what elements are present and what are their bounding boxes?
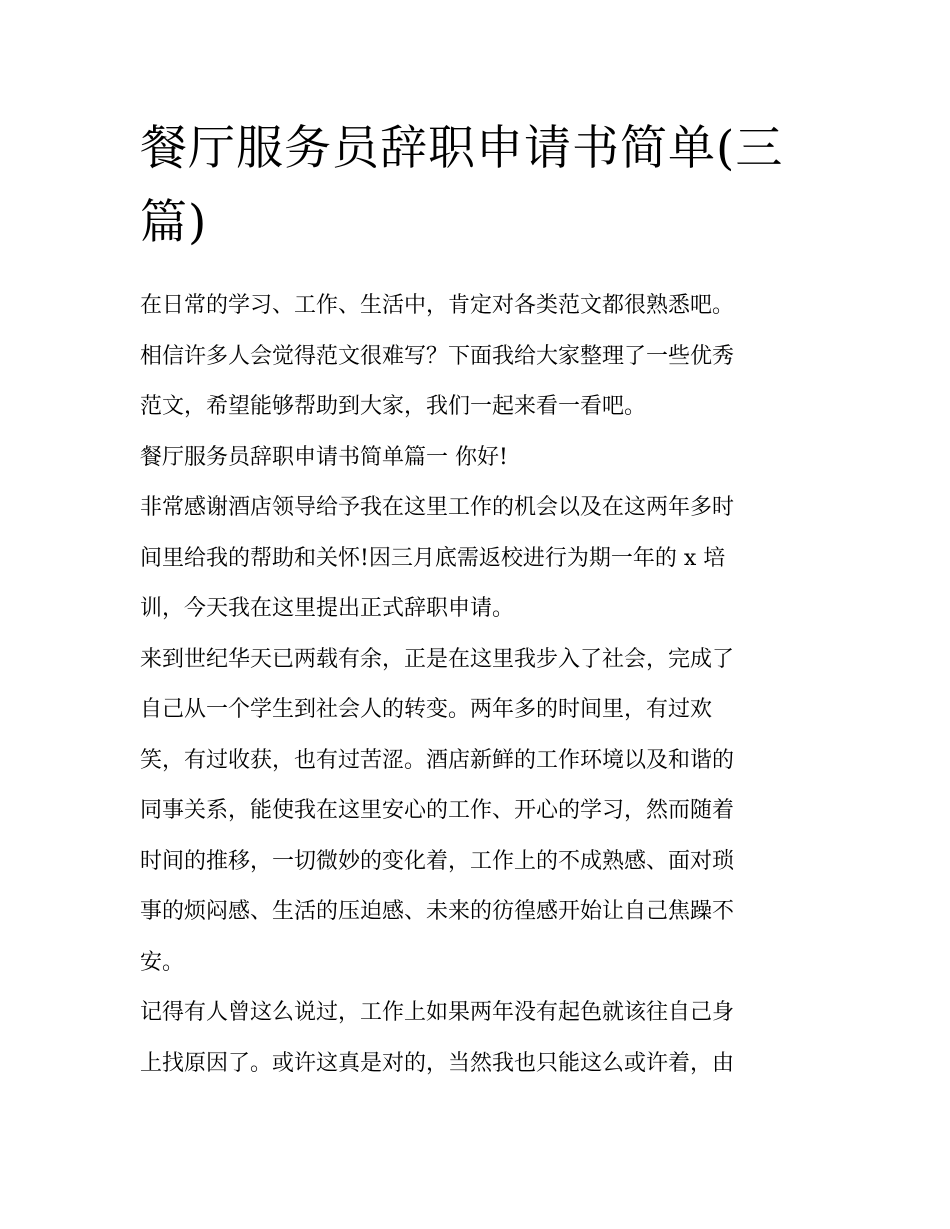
title-line: 餐厅服务员辞职申请书简单(三 xyxy=(140,121,784,176)
document-title xyxy=(140,112,812,260)
text-line: 非常感谢酒店领导给予我在这里工作的机会以及在这两年多时 xyxy=(140,495,735,520)
text-line: 间里给我的帮助和关怀!因三月底需返校进行为期一年的 x 培 xyxy=(140,545,726,571)
paragraph-thanks xyxy=(140,483,812,635)
text-line: 范文，希望能够帮助到大家，我们一起来看一看吧。 xyxy=(140,394,647,419)
text-line: 安。 xyxy=(140,949,185,975)
text-line: 相信许多人会觉得范文很难写？下面我给大家整理了一些优秀 xyxy=(140,343,735,369)
text-line: 上找原因了。或许这真是对的，当然我也只能这么或许着，由 xyxy=(140,1050,735,1076)
text-line: 笑，有过收获，也有过苦涩。酒店新鲜的工作环境以及和谐的 xyxy=(140,747,735,773)
paragraph-reflection xyxy=(140,988,812,1089)
document-page xyxy=(140,112,812,1089)
text-line: 餐厅服务员辞职申请书简单篇一 你好! xyxy=(140,444,508,470)
text-line: 事的烦闷感、生活的压迫感、未来的彷徨感开始让自己焦躁不 xyxy=(140,899,735,924)
title-line: 篇) xyxy=(140,195,208,250)
document-body xyxy=(140,281,812,1089)
text-line: 时间的推移，一切微妙的变化着，工作上的不成熟感、面对琐 xyxy=(140,848,735,874)
text-line: 在日常的学习、工作、生活中，肯定对各类范文都很熟悉吧。 xyxy=(140,293,735,318)
text-line: 自己从一个学生到社会人的转变。两年多的时间里，有过欢 xyxy=(140,697,713,722)
paragraph-experience xyxy=(140,635,812,989)
paragraph-intro xyxy=(140,281,812,433)
text-line: 记得有人曾这么说过，工作上如果两年没有起色就该往自己身 xyxy=(140,1000,735,1025)
text-line: 同事关系，能使我在这里安心的工作、开心的学习，然而随着 xyxy=(140,798,735,823)
text-line: 训，今天我在这里提出正式辞职申请。 xyxy=(140,596,515,621)
text-line: 来到世纪华天已两载有余，正是在这里我步入了社会，完成了 xyxy=(140,646,735,672)
paragraph-heading xyxy=(140,433,812,484)
